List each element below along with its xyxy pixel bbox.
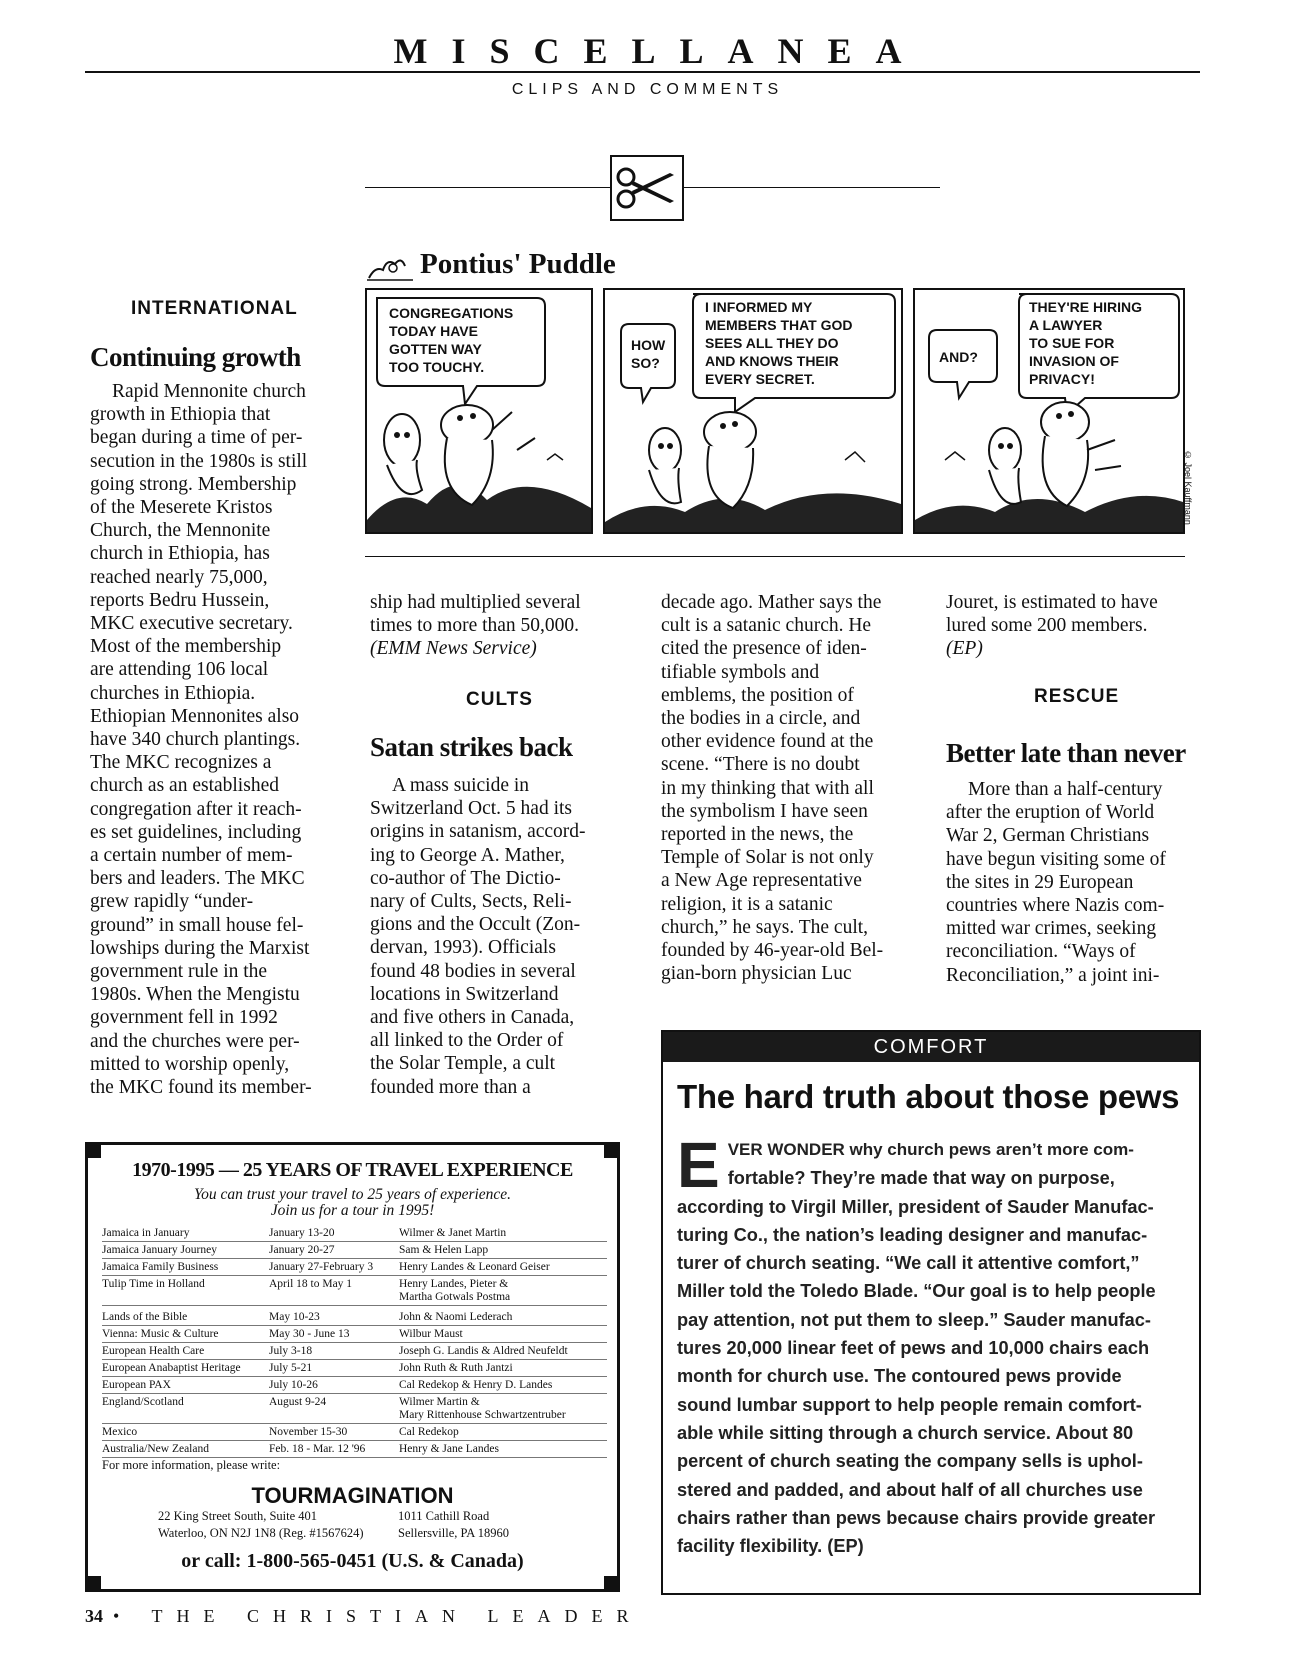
tour-row-rule: [102, 1359, 607, 1360]
publication-name: THE CHRISTIAN LEADER: [151, 1606, 643, 1626]
text-line: the sites in 29 European: [946, 871, 1134, 893]
tour-cell: Wilbur Maust: [399, 1328, 463, 1340]
phone-number: or call: 1-800-565-0451 (U.S. & Canada): [181, 1550, 524, 1572]
tour-cell: Tulip Time in Holland: [102, 1278, 205, 1290]
text-line: ground” in small house fel-: [90, 914, 304, 936]
text-line: Temple of Solar is not only: [661, 847, 874, 869]
text-line: Jouret, is estimated to have: [946, 592, 1158, 613]
ad-info-text: For more information, please write:: [102, 1458, 281, 1472]
comfort-line: fortable? They’re made that way on purpose,: [727, 1168, 1115, 1189]
scissors-icon: [610, 155, 684, 221]
tour-cell: January 13-20: [269, 1227, 335, 1239]
text-line: of the Meserete Kristos: [90, 497, 273, 519]
text-line: reported in the news, the: [661, 824, 854, 846]
text-line: Church, the Mennonite: [90, 520, 271, 542]
tour-row-rule: [102, 1423, 607, 1424]
brand-logo: TOURMAGINATION: [251, 1483, 454, 1508]
text-line: religion, it is a satanic: [661, 893, 833, 915]
tour-row-rule: [102, 1342, 607, 1343]
tour-cell: John & Naomi Lederach: [399, 1311, 513, 1323]
comfort-line: month for church use. The contoured pews provide: [677, 1366, 1122, 1387]
text-line: gions and the Occult (Zon-: [370, 914, 581, 936]
comic-title: Pontius' Puddle: [420, 248, 616, 280]
article-column-3: [661, 591, 936, 985]
section-label-international: INTERNATIONAL: [131, 298, 298, 319]
article-column-4-rescue: [946, 778, 1211, 987]
text-line: lowships during the Marxist: [90, 937, 310, 959]
text-line: going strong. Membership: [90, 473, 297, 495]
tour-cell: Henry Landes & Leonard Geiser: [399, 1261, 550, 1273]
source-credit-ep: (EP): [946, 638, 983, 660]
ad-subtitle: You can trust your travel to 25 years of experience.: [193, 1186, 512, 1203]
text-line: Rapid Mennonite church: [112, 381, 306, 402]
text-line: reconciliation. “Ways of: [946, 941, 1136, 963]
comfort-line: sound lumbar support to help people remain comfort-: [677, 1394, 1142, 1415]
tour-row-rule: [102, 1325, 607, 1326]
text-line: reached nearly 75,000,: [90, 566, 268, 588]
text-line: have begun visiting some of: [946, 848, 1166, 870]
text-line: growth in Ethiopia that: [90, 404, 271, 426]
tour-row-rule: [102, 1440, 607, 1441]
comfort-body: [663, 1116, 1199, 1560]
text-line: congregation after it reach-: [90, 798, 302, 820]
comic-panel-3-art: [915, 290, 1183, 532]
masthead-rule: [85, 71, 1200, 73]
text-line: tifiable symbols and: [661, 661, 820, 683]
address-left-2: Waterloo, ON N2J 1N8 (Reg. #1567624): [158, 1526, 364, 1540]
text-line: Ethiopian Mennonites also: [90, 705, 300, 727]
tour-cell: Martha Gotwals Postma: [399, 1291, 511, 1303]
tour-cell: Jamaica Family Business: [102, 1261, 219, 1273]
text-line: founded by 46-year-old Bel-: [661, 940, 884, 962]
divider-line-right: [684, 187, 940, 188]
article-column-2-cults: [370, 774, 640, 1099]
panel-2-balloon-line: AND KNOWS THEIR: [705, 353, 839, 369]
text-line: cult is a satanic church. He: [661, 615, 872, 637]
comic-panel-1: [365, 288, 593, 534]
tour-cell: John Ruth & Ruth Jantzi: [399, 1362, 513, 1374]
text-line: the MKC found its member-: [90, 1077, 312, 1099]
section-label-cults: CULTS: [466, 689, 533, 710]
tour-cell: European Health Care: [102, 1345, 205, 1357]
text-line: The MKC recognizes a: [90, 752, 272, 774]
comfort-line: according to Virgil Miller, president of Sauder Manufac-: [677, 1196, 1154, 1217]
comfort-line: able while sitting through a church service. About 80: [677, 1422, 1134, 1443]
panel-1-balloon-line: TODAY HAVE: [389, 323, 478, 339]
comfort-line: facility flexibility. (EP): [677, 1536, 864, 1557]
panel-3-balloon-line: PRIVACY!: [1029, 371, 1095, 387]
tour-cell: Jamaica in January: [102, 1227, 190, 1239]
text-line: decade ago. Mather says the: [661, 592, 882, 613]
text-line: dervan, 1993). Officials: [370, 937, 556, 959]
text-line: cited the presence of iden-: [661, 638, 867, 660]
comfort-line: pay attention, not put them to sleep.” Sauder manufac-: [677, 1309, 1151, 1330]
tour-cell: Cal Redekop & Henry D. Landes: [399, 1379, 553, 1391]
panel-3-balloon-line: TO SUE FOR: [1029, 335, 1115, 351]
text-line: began during a time of per-: [90, 427, 303, 449]
headline-continuing-growth: Continuing growth: [90, 342, 301, 372]
panel-2-balloon-line: SEES ALL THEY DO: [705, 335, 839, 351]
text-line: MKC executive secretary.: [90, 613, 293, 635]
tour-cell: Wilmer & Janet Martin: [399, 1227, 507, 1239]
text-line: Reconciliation,” a joint ini-: [946, 964, 1160, 986]
comic-panel-2-art: [605, 290, 901, 532]
ad-subtitle: Join us for a tour in 1995!: [270, 1202, 435, 1219]
text-line: a certain number of mem-: [90, 845, 293, 867]
text-line: government rule in the: [90, 961, 268, 983]
text-line: government fell in 1992: [90, 1007, 278, 1029]
tour-cell: November 15-30: [269, 1426, 348, 1438]
comic-rule: [365, 556, 1185, 557]
comfort-line: VER WONDER why church pews aren’t more com-: [727, 1140, 1134, 1159]
panel-2-balloon-line: EVERY SECRET.: [705, 371, 815, 387]
ad-corner: [85, 1142, 101, 1158]
tour-cell: Joseph G. Landis & Aldred Neufeldt: [399, 1345, 568, 1357]
panel-1-balloon-line: TOO TOUCHY.: [389, 359, 485, 375]
tour-cell: Feb. 18 - Mar. 12 '96: [269, 1443, 366, 1455]
text-line: all linked to the Order of: [370, 1030, 564, 1052]
ad-corner: [604, 1142, 620, 1158]
headline-hard-truth: The hard truth about those pews: [677, 1078, 1180, 1115]
comfort-line: chairs rather than pews because chairs provide greater: [677, 1507, 1156, 1528]
tour-cell: Lands of the Bible: [102, 1311, 188, 1323]
text-line: the bodies in a circle, and: [661, 708, 861, 730]
text-line: es set guidelines, including: [90, 821, 302, 843]
text-line: scene. “There is no doubt: [661, 754, 860, 776]
text-line: A mass suicide in: [392, 775, 530, 796]
address-right-1: 1011 Cathill Road: [398, 1509, 490, 1523]
comfort-line: Miller told the Toledo Blade. “Our goal is to help people: [677, 1281, 1156, 1302]
scissors-divider: [365, 155, 940, 221]
tour-cell: Mexico: [102, 1426, 138, 1438]
tour-row-rule: [102, 1305, 607, 1306]
text-line: Switzerland Oct. 5 had its: [370, 798, 572, 820]
text-line: churches in Ethiopia.: [90, 682, 256, 704]
tour-cell: Cal Redekop: [399, 1426, 459, 1438]
comfort-line: stered and padded, and about half of all churches use: [677, 1479, 1143, 1500]
headline-better-late-than-never: Better late than never: [946, 738, 1186, 768]
drop-cap: E: [677, 1129, 720, 1201]
text-line: reports Bedru Hussein,: [90, 589, 270, 611]
tour-cell: Jamaica January Journey: [102, 1244, 217, 1256]
article-column-4: [946, 591, 1211, 661]
text-line: gian-born physician Luc: [661, 963, 852, 985]
text-line: ship had multiplied several: [370, 592, 581, 613]
tour-cell: May 10-23: [269, 1311, 320, 1323]
text-line: and the churches were per-: [90, 1030, 300, 1052]
address-right-2: Sellersville, PA 18960: [398, 1526, 510, 1540]
text-line: have 340 church plantings.: [90, 729, 301, 751]
text-line: other evidence found at the: [661, 731, 874, 753]
tour-cell: Sam & Helen Lapp: [399, 1244, 489, 1256]
comfort-sidebar: [661, 1030, 1201, 1595]
tour-cell: August 9-24: [269, 1396, 327, 1408]
text-line: in my thinking that with all: [661, 777, 874, 799]
text-line: the symbolism I have seen: [661, 800, 868, 822]
panel-3-balloon-line: A LAWYER: [1029, 317, 1103, 333]
tour-cell: January 27-February 3: [269, 1261, 374, 1273]
page-number: 34: [85, 1606, 103, 1626]
section-subtitle: CLIPS AND COMMENTS: [511, 81, 784, 98]
tour-cell: Australia/New Zealand: [102, 1443, 209, 1455]
tour-cell: May 30 - June 13: [269, 1328, 350, 1340]
svg-text:AND?: [939, 349, 978, 365]
ad-corner: [85, 1576, 101, 1592]
tour-cell: Vienna: Music & Culture: [102, 1328, 219, 1340]
tour-cell: European Anabaptist Heritage: [102, 1362, 241, 1374]
text-line: nary of Cults, Sects, Reli-: [370, 891, 572, 913]
panel-2-reply-line: HOW: [631, 337, 666, 353]
comfort-line: tures 20,000 linear feet of pews and 10,000 chairs each: [677, 1338, 1150, 1359]
panel-3-balloon-line: THEY'RE HIRING: [1029, 299, 1143, 315]
tour-cell: July 5-21: [269, 1362, 313, 1374]
tour-cell: January 20-27: [269, 1244, 335, 1256]
tour-row-rule: [102, 1376, 607, 1377]
text-line: origins in satanism, accord-: [370, 821, 586, 843]
text-line: found 48 bodies in several: [370, 960, 576, 982]
headline-satan-strikes-back: Satan strikes back: [370, 732, 573, 762]
section-title: MISCELLANEA: [393, 31, 926, 71]
panel-1-balloon-line: CONGREGATIONS: [389, 305, 514, 321]
text-line: a New Age representative: [661, 870, 862, 892]
panel-3-balloon-line: INVASION OF: [1029, 353, 1119, 369]
tour-cell: July 10-26: [269, 1379, 318, 1391]
text-line: ing to George A. Mather,: [370, 844, 565, 866]
text-line: church as an established: [90, 775, 279, 797]
panel-2-reply-line: SO?: [631, 355, 660, 371]
tour-cell: Mary Rittenhouse Schwartzentruber: [399, 1409, 566, 1421]
text-line: More than a half-century: [968, 779, 1163, 800]
text-line: secution in the 1980s is still: [90, 450, 308, 472]
ad-title: 1970-1995 — 25 YEARS OF TRAVEL EXPERIENCE: [132, 1159, 573, 1181]
tour-cell: England/Scotland: [102, 1396, 184, 1408]
panel-3-reply-line: AND?: [939, 349, 978, 365]
comic-panel-2: [603, 288, 903, 534]
divider-line-left: [365, 187, 610, 188]
section-label-rescue: RESCUE: [1034, 686, 1120, 707]
text-line: times to more than 50,000.: [370, 615, 580, 637]
text-line: are attending 106 local: [90, 659, 269, 681]
comfort-line: turer of church seating. “We call it attentive comfort,”: [677, 1253, 1140, 1274]
tour-cell: European PAX: [102, 1379, 171, 1391]
tour-cell: Wilmer Martin &: [399, 1396, 480, 1408]
text-line: after the eruption of World: [946, 802, 1155, 824]
text-line: grew rapidly “under-: [90, 891, 254, 913]
text-line: bers and leaders. The MKC: [90, 868, 305, 890]
address-left-1: 22 King Street South, Suite 401: [158, 1509, 318, 1523]
article-column-1: [90, 380, 360, 1099]
text-line: founded more than a: [370, 1076, 531, 1098]
tour-row-rule: [102, 1241, 607, 1242]
tour-cell: Henry & Jane Landes: [399, 1443, 499, 1455]
tour-cell: Henry Landes, Pieter &: [399, 1278, 509, 1290]
text-line: 1980s. When the Mengistu: [90, 984, 300, 1006]
section-label-comfort: COMFORT: [663, 1032, 1199, 1062]
ad-corner: [604, 1576, 620, 1592]
source-credit-emm: (EMM News Service): [370, 638, 537, 660]
page-footer: [85, 1606, 642, 1627]
text-line: and five others in Canada,: [370, 1007, 575, 1029]
text-line: church,” he says. The cult,: [661, 916, 869, 938]
tour-row-rule: [102, 1393, 607, 1394]
tour-advertisement: [85, 1142, 620, 1592]
text-line: War 2, German Christians: [946, 825, 1150, 847]
comfort-line: percent of church seating the company sells is uphol-: [677, 1451, 1143, 1472]
footer-separator: •: [113, 1606, 134, 1626]
text-line: the Solar Temple, a cult: [370, 1053, 556, 1075]
tour-cell: April 18 to May 1: [269, 1278, 353, 1290]
comic-panel-1-art: [367, 290, 591, 532]
text-line: lured some 200 members.: [946, 615, 1148, 637]
text-line: mitted war crimes, seeking: [946, 918, 1157, 940]
text-line: co-author of The Dictio-: [370, 867, 561, 889]
text-line: locations in Switzerland: [370, 983, 559, 1005]
panel-2-balloon-line: MEMBERS THAT GOD: [705, 317, 853, 333]
tour-row-rule: [102, 1258, 607, 1259]
article-column-2: [370, 591, 640, 661]
text-line: mitted to worship openly,: [90, 1053, 290, 1075]
tour-cell: July 3-18: [269, 1345, 313, 1357]
text-line: emblems, the position of: [661, 684, 854, 706]
comic-credit: © Joel Kauffmann: [1183, 450, 1193, 525]
text-line: Most of the membership: [90, 636, 282, 658]
tour-row-rule: [102, 1275, 607, 1276]
panel-2-balloon-line: I INFORMED MY: [705, 299, 813, 315]
text-line: church in Ethiopia, has: [90, 543, 270, 565]
comfort-line: turing Co., the nation’s leading designer and manufac-: [677, 1224, 1148, 1245]
comic-panel-3: [913, 288, 1185, 534]
panel-1-balloon-line: GOTTEN WAY: [389, 341, 482, 357]
text-line: countries where Nazis com-: [946, 895, 1165, 917]
